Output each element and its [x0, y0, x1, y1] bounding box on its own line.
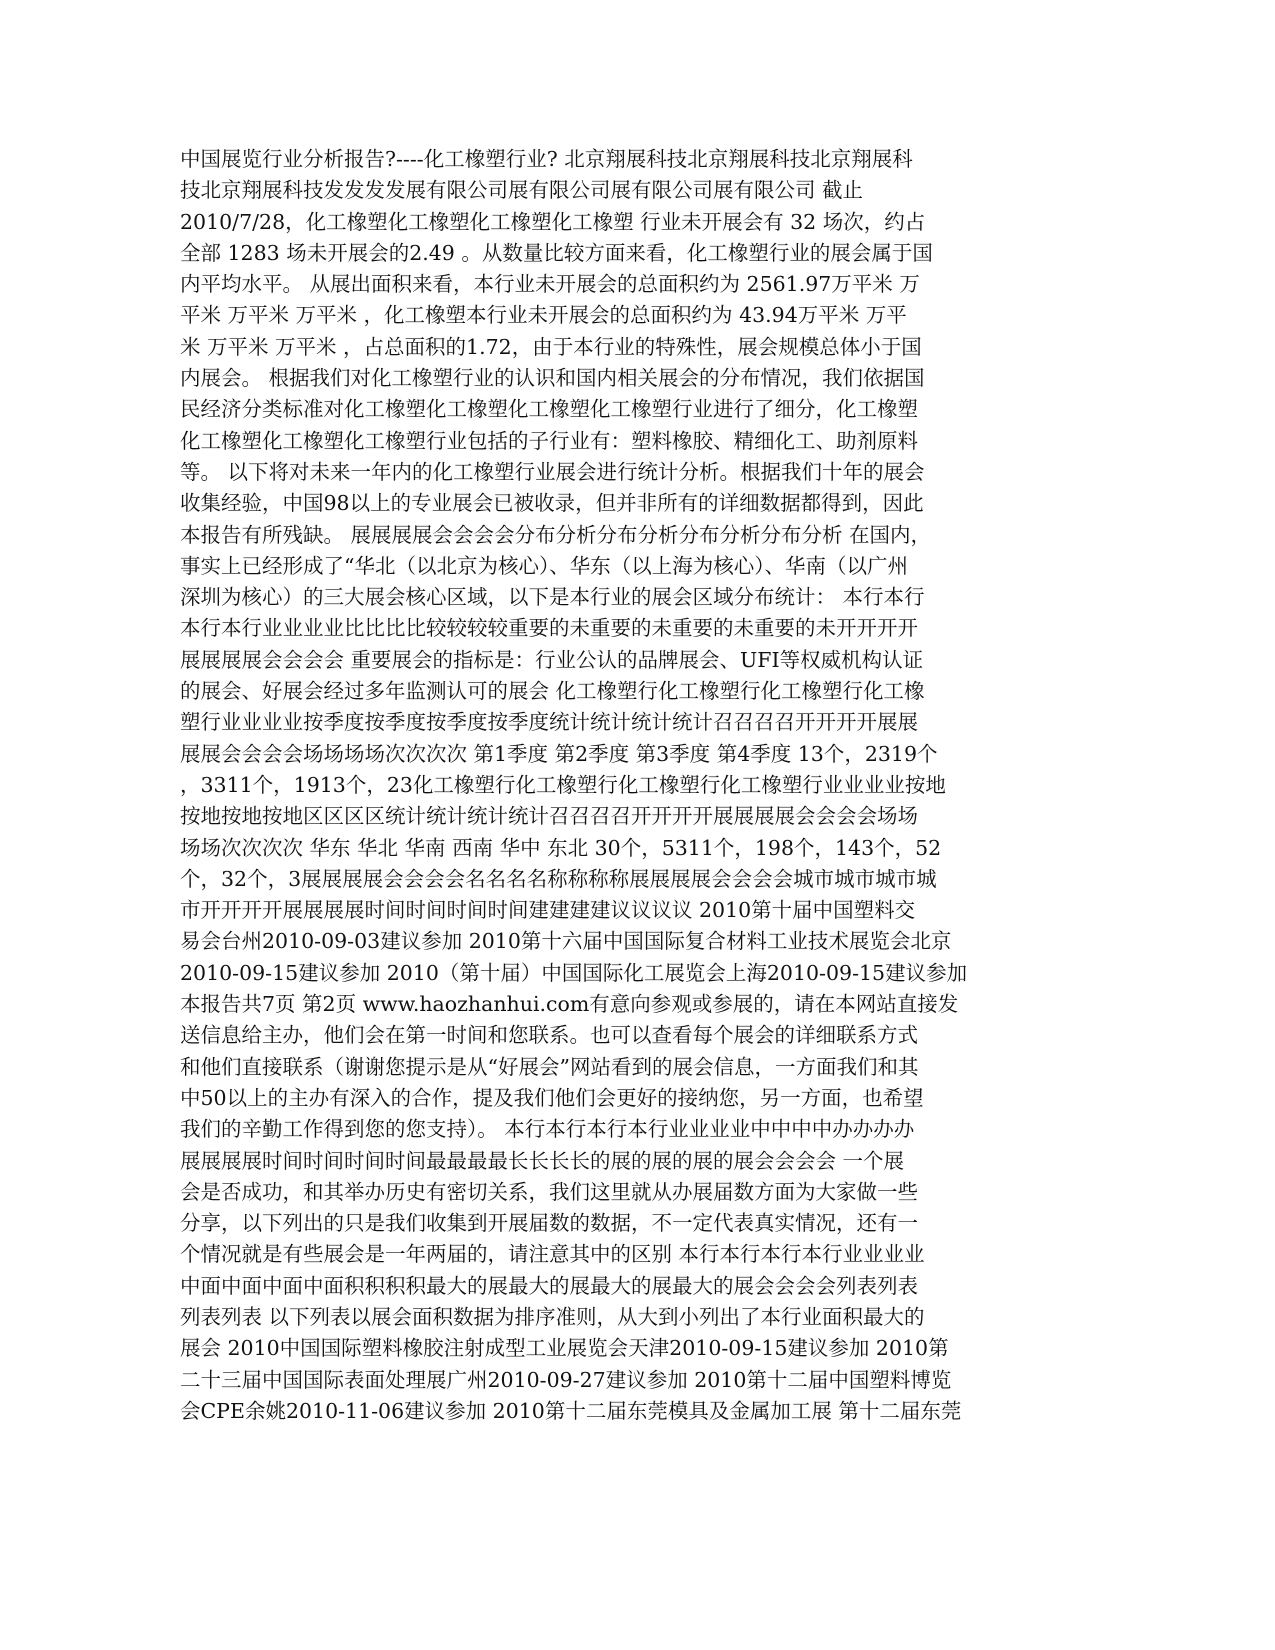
- text-line: 民经济分类标准对化工橡塑化工橡塑化工橡塑化工橡塑行业进行了细分，化工橡塑: [180, 397, 918, 422]
- text-line: 和他们直接联系（谢谢您提示是从“好展会”网站看到的展会信息，一方面我们和其: [180, 1054, 919, 1079]
- text-line: 中面中面中面中面积积积积最大的展最大的展最大的展最大的展会会会会列表列表: [180, 1273, 918, 1298]
- text-line: 化工橡塑化工橡塑化工橡塑行业包括的子行业有：塑料橡胶、精细化工、助剂原料: [180, 428, 918, 453]
- text-line: 易会台州2010-09-03建议参加 2010第十六届中国国际复合材料工业技术展览会北京: [180, 929, 952, 954]
- text-line: 个，32个，3展展展展会会会会名名名名称称称称展展展展会会会会城市城市城市城: [180, 866, 937, 891]
- text-line: 本行本行业业业业比比比比较较较较重要的未重要的未重要的未重要的未开开开开: [180, 616, 918, 641]
- text-line: 内展会。 根据我们对化工橡塑行业的认识和国内相关展会的分布情况，我们依据国: [180, 366, 925, 391]
- text-line: 塑行业业业业按季度按季度按季度按季度统计统计统计统计召召召召开开开开展展: [180, 710, 918, 735]
- text-line: 收集经验，中国98以上的专业展会已被收录，但并非所有的详细数据都得到，因此: [180, 491, 924, 516]
- text-line: 展展展展时间时间时间时间最最最最长长长长的展的展的展的展会会会会 一个展: [180, 1148, 905, 1173]
- text-line: 技北京翔展科技发发发发展有限公司展有限公司展有限公司展有限公司 截止: [180, 178, 864, 203]
- text-line: 本报告有所残缺。 展展展展会会会会分布分析分布分析分布分析分布分析 在国内，: [180, 522, 932, 547]
- text-line: 2010/7/28，化工橡塑化工橡塑化工橡塑化工橡塑 行业未开展会有 32 场次，约占: [180, 209, 926, 234]
- text-line: 米 万平米 万平米 ，占总面积的1.72，由于本行业的特殊性，展会规模总体小于国: [180, 334, 922, 359]
- text-line: 平米 万平米 万平米 ，化工橡塑本行业未开展会的总面积约为 43.94万平米 万平: [180, 303, 907, 328]
- document-body-text: [180, 144, 1050, 1427]
- text-line: 2010-09-15建议参加 2010（第十届）中国国际化工展览会上海2010-09-15建议参加: [180, 960, 968, 985]
- text-line: 市开开开开展展展展时间时间时间时间建建建建议议议议 2010第十届中国塑料交: [180, 898, 916, 923]
- text-line: 等。 以下将对未来一年内的化工橡塑行业展会进行统计分析。根据我们十年的展会: [180, 459, 925, 484]
- text-line: 分享，以下列出的只是我们收集到开展届数的数据，不一定代表真实情况，还有一: [180, 1211, 918, 1236]
- text-line: 列表列表 以下列表以展会面积数据为排序准则，从大到小列出了本行业面积最大的: [180, 1304, 925, 1329]
- text-line: 中国展览行业分析报告?----化工橡塑行业? 北京翔展科技北京翔展科技北京翔展科: [180, 147, 913, 171]
- text-line: 二十三届中国国际表面处理展广州2010-09-27建议参加 2010第十二届中国塑料博览: [180, 1367, 952, 1392]
- text-line: 内平均水平。 从展出面积来看，本行业未开展会的总面积约为 2561.97万平米 万: [180, 272, 920, 297]
- text-line: 送信息给主办，他们会在第一时间和您联系。也可以查看每个展会的详细联系方式: [180, 1023, 918, 1048]
- text-line: 个情况就是有些展会是一年两届的，请注意其中的区别 本行本行本行本行业业业业: [180, 1242, 925, 1267]
- text-line: 本报告共7页 第2页 www.haozhanhui.com有意向参观或参展的，请在本网站直接发: [180, 992, 959, 1017]
- text-line: 的展会、好展会经过多年监测认可的展会 化工橡塑行化工橡塑行化工橡塑行化工橡: [180, 679, 925, 704]
- text-line: 展展展展会会会会 重要展会的指标是：行业公认的品牌展会、UFI等权威机构认证: [180, 647, 924, 672]
- text-line: 会是否成功，和其举办历史有密切关系，我们这里就从办展届数方面为大家做一些: [180, 1179, 918, 1204]
- text-line: 深圳为核心）的三大展会核心区域，以下是本行业的展会区域分布统计： 本行本行: [180, 585, 925, 610]
- text-line: 展会 2010中国国际塑料橡胶注射成型工业展览会天津2010-09-15建议参加 2010第: [180, 1336, 949, 1361]
- text-line: 事实上已经形成了“华北（以北京为核心）、华东（以上海为核心）、华南（以广州: [180, 553, 908, 578]
- text-line: 会CPE余姚2010-11-06建议参加 2010第十二届东莞模具及金属加工展 第十二届东莞: [180, 1398, 962, 1423]
- text-line: 全部 1283 场未开展会的2.49 。从数量比较方面来看，化工橡塑行业的展会属于国: [180, 240, 933, 265]
- text-line: 按地按地按地区区区区统计统计统计统计召召召召开开开开展展展展会会会会场场: [180, 804, 918, 829]
- text-line: ，3311个，1913个，23化工橡塑行化工橡塑行化工橡塑行化工橡塑行业业业业按地: [180, 772, 946, 797]
- text-line: 展展会会会会场场场场次次次次 第1季度 第2季度 第3季度 第4季度 13个，2319个: [180, 741, 938, 766]
- text-line: 我们的辛勤工作得到您的您支持）。 本行本行本行本行业业业业中中中中办办办办: [180, 1117, 915, 1142]
- text-line: 场场次次次次 华东 华北 华南 西南 华中 东北 30个，5311个，198个，143个，52: [180, 835, 942, 860]
- text-line: 中50以上的主办有深入的合作，提及我们他们会更好的接纳您，另一方面，也希望: [180, 1085, 924, 1110]
